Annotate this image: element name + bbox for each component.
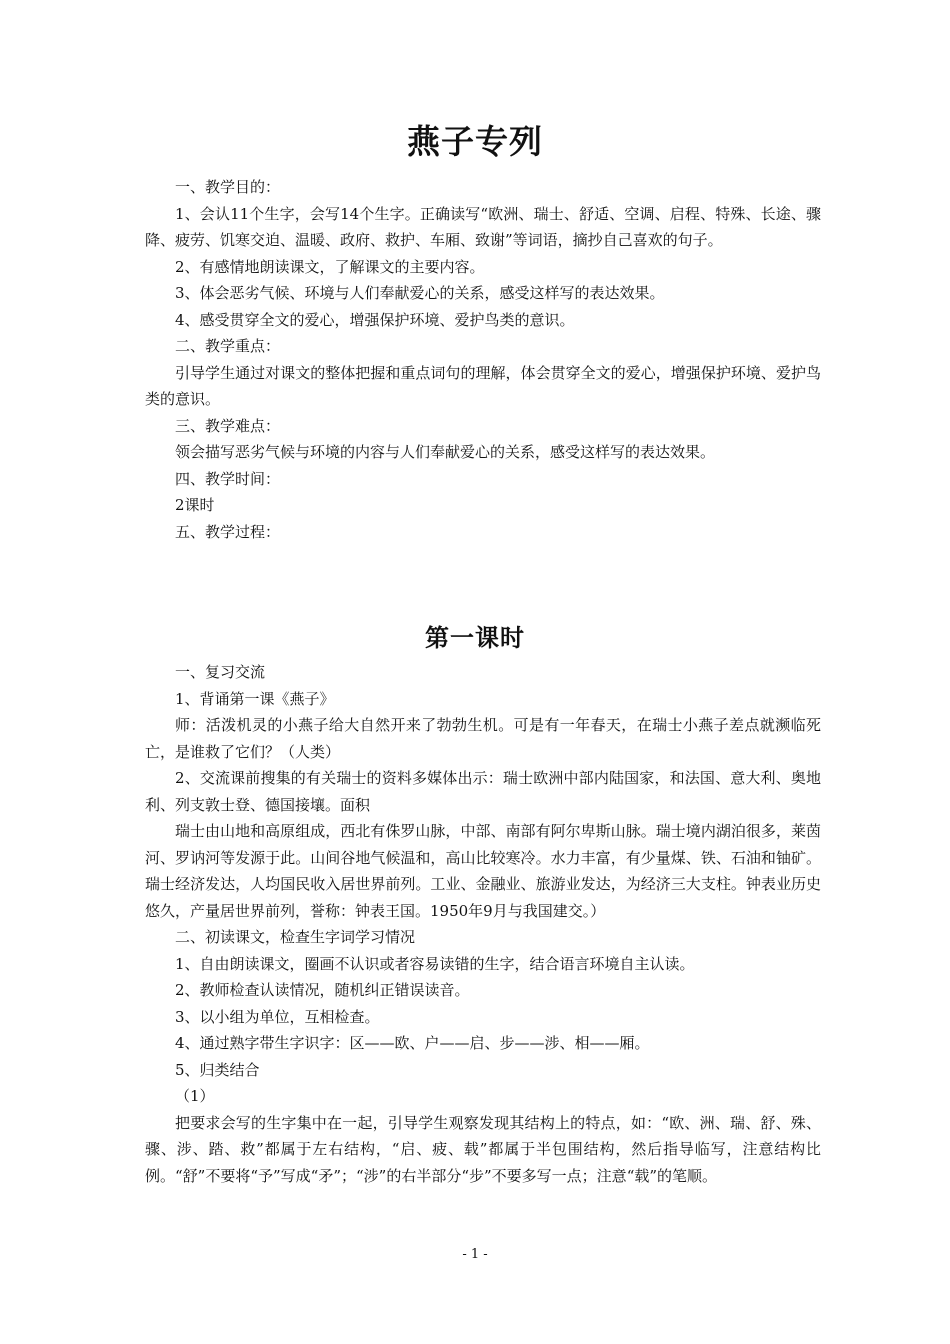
lesson-section <box>145 659 821 1189</box>
paragraph: 2、交流课前搜集的有关瑞士的资料多媒体出示：瑞士欧洲中部内陆国家，和法国、意大利、奥地利、列支敦士登、德国接壤。面积 <box>145 769 821 814</box>
paragraph: 2、有感情地朗读课文，了解课文的主要内容。 <box>175 257 485 276</box>
paragraph: 四、教学时间： <box>175 469 281 488</box>
paragraph: 师：活泼机灵的小燕子给大自然开来了勃勃生机。可是有一年春天，在瑞士小燕子差点就濒临死亡，是谁救了它们？（人类） <box>145 716 821 761</box>
paragraph: 三、教学难点： <box>175 416 281 435</box>
paragraph: 2课时 <box>175 496 215 514</box>
paragraph: 3、体会恶劣气候、环境与人们奉献爱心的关系，感受这样写的表达效果。 <box>175 284 665 302</box>
paragraph: 二、教学重点： <box>175 337 281 355</box>
paragraph: 4、通过熟字带生字识字：区——欧、户——启、步——涉、相——厢。 <box>175 1034 650 1052</box>
paragraph: 1、自由朗读课文，圈画不认识或者容易读错的生字，结合语言环境自主认读。 <box>175 954 695 973</box>
paragraph: 1、背诵第一课《燕子》 <box>175 689 335 708</box>
paragraph: 2、教师检查认读情况，随机纠正错误读音。 <box>175 981 470 999</box>
paragraph: 5、归类结合 <box>175 1060 260 1079</box>
intro-section <box>145 174 821 545</box>
paragraph: 把要求会写的生字集中在一起，引导学生观察发现其结构上的特点，如：“欧、洲、瑞、舒、殊、骤、涉、踏、救”都属于左右结构，“启、疲、载”都属于半包围结构，然后指导临写，注意结构比例。“舒”不要将“予”写成“矛”；“涉”的右半部分“步”不要多写一点；注意“载”的笔顺。 <box>145 1113 821 1185</box>
page-number: - 1 - <box>462 1247 488 1262</box>
paragraph: 一、教学目的： <box>175 178 281 196</box>
paragraph: （1） <box>175 1087 215 1105</box>
paragraph: 一、复习交流 <box>175 663 266 681</box>
paragraph: 二、初读课文，检查生字词学习情况 <box>175 928 416 946</box>
paragraph: 五、教学过程： <box>175 522 281 541</box>
section-title: 第一课时 <box>425 623 525 652</box>
paragraph: 4、感受贯穿全文的爱心，增强保护环境、爱护鸟类的意识。 <box>175 310 575 329</box>
paragraph: 领会描写恶劣气候与环境的内容与人们奉献爱心的关系，感受这样写的表达效果。 <box>175 443 716 461</box>
paragraph: 1、会认11个生字，会写14个生字。正确读写“欧洲、瑞士、舒适、空调、启程、特殊、长途、骤降、疲劳、饥寒交迫、温暖、政府、救护、车厢、致谢”等词语，摘抄自己喜欢的句子。 <box>145 204 821 249</box>
document-title: 燕子专列 <box>407 122 543 161</box>
paragraph: 瑞士由山地和高原组成，西北有侏罗山脉，中部、南部有阿尔卑斯山脉。瑞士境内湖泊很多，莱茵河、罗讷河等发源于此。山间谷地气候温和，高山比较寒冷。水力丰富，有少量煤、铁、石油和铀矿。瑞士经济发达，人均国民收入居世界前列。工业、金融业、旅游业发达，为经济三大支柱。钟表业历史悠久，产量居世界前列，誉称：钟表王国。1950年9月与我国建交。） <box>145 822 821 920</box>
paragraph: 3、以小组为单位，互相检查。 <box>175 1007 380 1026</box>
paragraph: 引导学生通过对课文的整体把握和重点词句的理解，体会贯穿全文的爱心，增强保护环境、爱护鸟类的意识。 <box>145 363 821 408</box>
